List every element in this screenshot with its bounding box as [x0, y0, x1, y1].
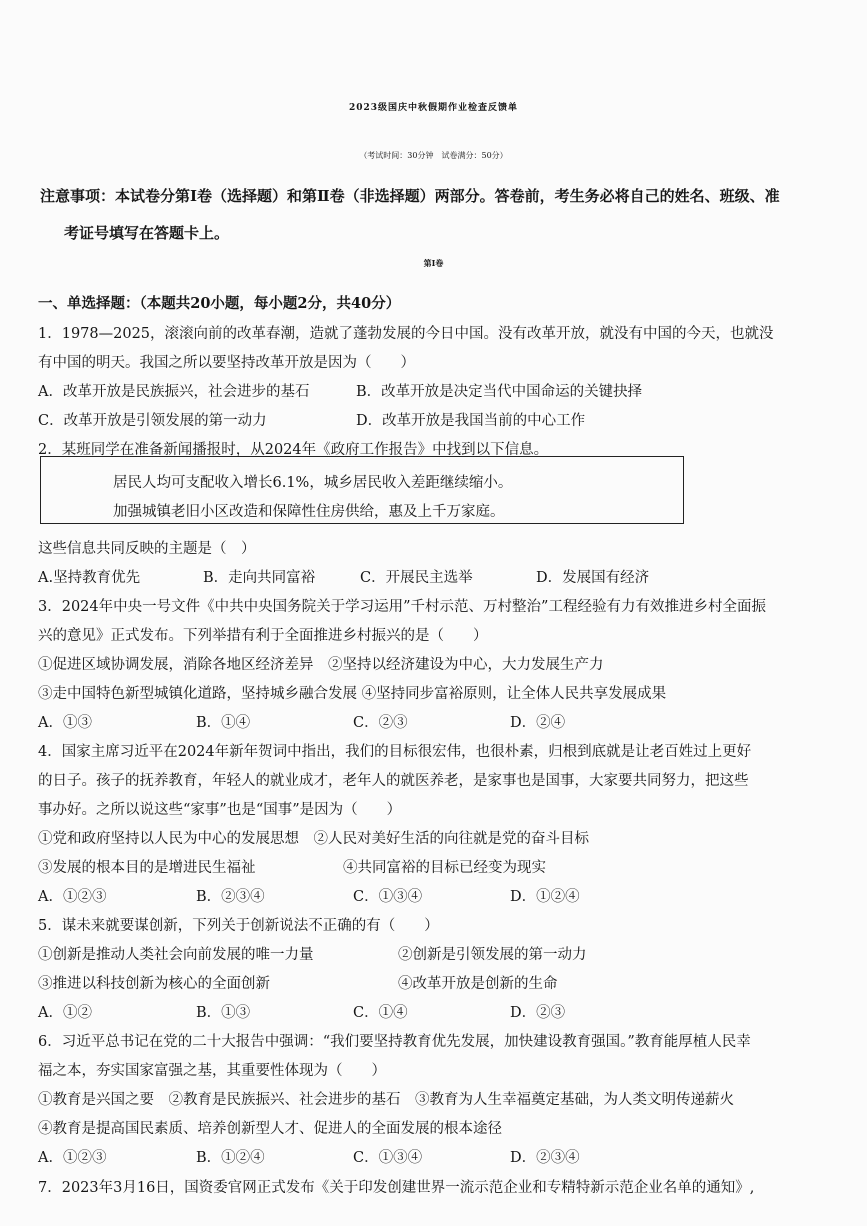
q3-stem-2: 兴的意见》正式发布。下列举措有利于全面推进乡村振兴的是（ ）	[38, 628, 488, 644]
q3-statements-2: ③走中国特色新型城镇化道路，坚持城乡融合发展 ④坚持同步富裕原则，让全体人民共享发展成果	[38, 686, 667, 702]
q4-option-c: C．①③④	[353, 889, 423, 905]
notice-line-2: 考证号填写在答题卡上。	[64, 224, 230, 242]
part-heading: 一、单选择题：（本题共20小题，每小题2分，共40分）	[38, 295, 401, 312]
q5-statement-1: ①创新是推动人类社会向前发展的唯一力量	[38, 947, 314, 963]
q2-stem: 2．某班同学在准备新闻播报时，从2024年《政府工作报告》中找到以下信息。	[38, 442, 549, 458]
q3-option-a: A．①③	[38, 715, 92, 731]
q1-option-d: D．改革开放是我国当前的中心工作	[356, 413, 586, 429]
notice-line-1: 注意事项：本试卷分第Ⅰ卷（选择题）和第Ⅱ卷（非选择题）两部分。答卷前，考生务必将自己的姓名、班级、准	[40, 187, 780, 205]
q2-option-b: B．走向共同富裕	[203, 570, 316, 586]
q5-option-c: C．①④	[353, 1005, 408, 1021]
q4-option-a: A．①②③	[38, 889, 107, 905]
q3-option-b: B．①④	[196, 715, 251, 731]
q2-info-box	[40, 456, 684, 524]
q4-stem-1: 4．国家主席习近平在2024年新年贺词中指出，我们的目标很宏伟，也很朴素，归根到底就是让老百姓过上更好	[38, 744, 752, 760]
q6-option-a: A．①②③	[38, 1150, 107, 1166]
q6-stem-2: 福之本，夯实国家富强之基，其重要性体现为（ ）	[38, 1063, 386, 1079]
q5-option-d: D．②③	[510, 1005, 566, 1021]
q4-option-d: D．①②④	[510, 889, 580, 905]
q1-stem-1: 1．1978—2025，滚滚向前的改革春潮，造就了蓬勃发展的今日中国。没有改革开放，就没有中国的今天，也就没	[38, 326, 774, 342]
q1-option-a: A．改革开放是民族振兴，社会进步的基石	[38, 384, 310, 400]
q6-option-b: B．①②④	[196, 1150, 265, 1166]
q1-option-c: C．改革开放是引领发展的第一动力	[38, 413, 267, 429]
document-title: 2023级国庆中秋假期作业检查反馈单	[348, 103, 519, 113]
exam-info: （考试时间：30分钟 试卷满分：50分）	[359, 151, 508, 160]
q2-option-d: D．发展国有经济	[536, 570, 650, 586]
q4-stem-3: 事办好。之所以说这些“家事”也是“国事”是因为（ ）	[38, 802, 402, 818]
q3-option-d: D．②④	[510, 715, 566, 731]
q5-statement-3: ③推进以科技创新为核心的全面创新	[38, 976, 270, 992]
q5-statement-2: ②创新是引领发展的第一动力	[398, 947, 587, 963]
q1-option-b: B．改革开放是决定当代中国命运的关键抉择	[356, 384, 643, 400]
q5-stem: 5．谋未来就要谋创新，下列关于创新说法不正确的有（ ）	[38, 918, 439, 934]
q6-statements-2: ④教育是提高国民素质、培养创新型人才、促进人的全面发展的根本途径	[38, 1121, 502, 1137]
q2-box-line-1: 居民人均可支配收入增长6.1%，城乡居民收入差距继续缩小。	[113, 475, 513, 491]
q3-stem-1: 3．2024年中央一号文件《中共中央国务院关于学习运用”千村示范、万村整治”工程经验有力有效推进乡村全面振	[38, 599, 766, 615]
q1-stem-2: 有中国的明天。我国之所以要坚持改革开放是因为（ ）	[38, 355, 415, 371]
q5-option-a: A．①②	[38, 1005, 92, 1021]
q2-option-c: C．开展民主选举	[360, 570, 473, 586]
q2-option-a: A.坚持教育优先	[38, 570, 141, 586]
q3-statements-1: ①促进区域协调发展，消除各地区经济差异 ②坚持以经济建设为中心，大力发展生产力	[38, 657, 604, 673]
q3-option-c: C．②③	[353, 715, 408, 731]
q4-stem-2: 的日子。孩子的抚养教育，年轻人的就业成才，老年人的就医养老，是家事也是国事，大家要共同努力，把这些	[38, 773, 749, 789]
q6-option-c: C．①③④	[353, 1150, 423, 1166]
q4-statements-1: ①党和政府坚持以人民为中心的发展思想 ②人民对美好生活的向往就是党的奋斗目标	[38, 831, 589, 847]
q2-box-line-2: 加强城镇老旧小区改造和保障性住房供给，惠及上千万家庭。	[113, 504, 505, 520]
q7-stem-1: 7．2023年3月16日，国资委官网正式发布《关于印发创建世界一流示范企业和专精特新示范企业名单的通知》,	[38, 1180, 755, 1196]
q6-stem-1: 6．习近平总书记在党的二十大报告中强调：“我们要坚持教育优先发展，加快建设教育强国。”教育能厚植人民幸	[38, 1034, 751, 1050]
q5-statement-4: ④改革开放是创新的生命	[398, 976, 558, 992]
q6-statements-1: ①教育是兴国之要 ②教育是民族振兴、社会进步的基石 ③教育为人生幸福奠定基础，为人类文明传递薪火	[38, 1092, 734, 1108]
section-title: 第Ⅰ卷	[423, 258, 444, 268]
q2-ask: 这些信息共同反映的主题是（ ）	[38, 541, 256, 557]
q4-statement-4: ④共同富裕的目标已经变为现实	[343, 860, 546, 876]
q4-statement-3: ③发展的根本目的是增进民生福祉	[38, 860, 256, 876]
q4-option-b: B．②③④	[196, 889, 265, 905]
q5-option-b: B．①③	[196, 1005, 251, 1021]
q6-option-d: D．②③④	[510, 1150, 580, 1166]
